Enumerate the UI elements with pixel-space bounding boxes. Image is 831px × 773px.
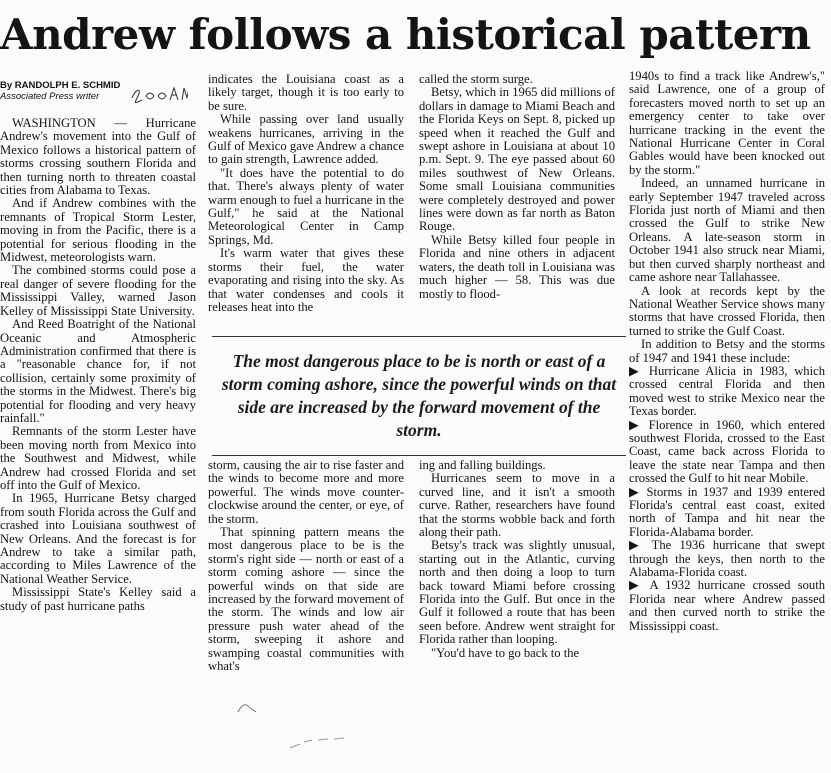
paragraph: "You'd have to go back to the: [431, 645, 580, 660]
paragraph: A look at records kept by the National Weather Service shows many storms that have crossed Florida, then turned to strike the Gulf Coast.: [629, 283, 825, 338]
paragraph: Indeed, an unnamed hurricane in early September 1947 traveled across Florida just north of Miami and then crossed the Gulf to strike New Orleans. A late-season storm in October 1941 also struck near Miami, but then curved sharply northeast and came ashore near Tallahassee.: [629, 176, 825, 285]
scan-mark: [236, 700, 260, 714]
paragraph: WASHINGTON — Hurricane Andrew's movement into the Gulf of Mexico follows a historical pattern of storms crossing southern Florida and then turning north to threaten coastal cities from Alabama to Texas.: [0, 117, 196, 198]
list-item: ▶ A 1932 hurricane crossed south Florida near where Andrew passed and then curved north to strike the Mississippi coast.: [629, 578, 825, 633]
paragraph: That spinning pattern means the most dangerous place to be is the storm's right side — north or east of a storm coming ashore — since the powerful winds on that side are increased by the forward movement of the storm. The winds and low air pressure push water ahead of the storm, sweeping it ashore and swamping coastal communities with what's: [208, 525, 404, 674]
article-column-2-bottom: [208, 459, 404, 699]
paragraph: called the storm surge.: [419, 73, 533, 86]
pull-quote-text: The most dangerous place to be is north or east of a storm coming ashore, since the powerful winds on that side are increased by the forward movement of the storm.: [221, 351, 617, 440]
paragraph: Betsy's track was slightly unusual, starting out in the Atlantic, curving north and then doing a loop to turn back toward Miami before crossing Florida into the Gulf. But once in the Gulf it followed a route that has been seen before. Andrew went straight for Florida rather than looping.: [419, 538, 615, 647]
byline-author: By RANDOLPH E. SCHMID: [0, 80, 121, 91]
list-item: ▶ Florence in 1960, which entered southwest Florida, crossed to the East Coast, came back across Florida to leave the state near Tampa and then crossed the Gulf to hit near Mobile.: [629, 417, 825, 486]
article-column-1: [0, 117, 196, 699]
paragraph: Mississippi State's Kelley said a study of past hurricane paths: [0, 585, 196, 613]
handwritten-signature: [128, 84, 188, 106]
headline: Andrew follows a historical pattern: [0, 10, 811, 59]
paragraph: Hurricanes seem to move in a curved line, and it isn't a smooth curve. Rather, researchers have found that the storms wobble back and forth along their path.: [419, 471, 615, 540]
paragraph: The combined storms could pose a real danger of severe flooding for the Mississippi Valley, warned Jason Kelley of Mississippi State University.: [0, 263, 196, 318]
paragraph: storm, causing the air to rise faster and the winds to become more and more powerful. The winds move counter-clockwise around the center, or eye, of the storm.: [208, 459, 404, 526]
paragraph: "It does have the potential to do that. There's always plenty of water warm enough to fuel a hurricane in the Gulf," he said at the National Meteorological Center in Camp Springs, Md.: [208, 165, 404, 247]
paragraph: 1940s to find a track like Andrew's," said Lawrence, one of a group of forecasters moved north to set up an emergency center to take over hurricane tracking in the event the National Hurricane Center in Coral Gables would have been knocked out by the storm.": [629, 70, 825, 177]
article-column-3-top: [419, 73, 615, 325]
article-column-3-bottom: [419, 459, 615, 699]
paragraph: While passing over land usually weakens hurricanes, arriving in the Gulf of Mexico gave Andrew a chance to gain strength, Lawrence added.: [208, 112, 404, 167]
paragraph: Betsy, which in 1965 did millions of dollars in damage to Miami Beach and the Florida Keys on Sept. 8, picked up speed when it reached the Gulf and swept ashore in Louisiana at about 10 p.m. Sept. 9. The eye passed about 60 miles southwest of New Orleans. Some small Louisiana communities were completely destroyed and power lines were down as far north as Baton Rouge.: [419, 85, 615, 234]
article-column-4: [629, 70, 825, 710]
pull-quote: [212, 336, 626, 456]
paragraph: And if Andrew combines with the remnants of Tropical Storm Lester, moving in from the Pacific, there is a potential for serious flooding in the Midwest, meteorologists warn.: [0, 196, 196, 265]
paragraph: In addition to Betsy and the storms of 1947 and 1941 these include:: [629, 337, 825, 365]
list-item: ▶ Storms in 1937 and 1939 entered Florida's central east coast, exited north of Tampa and hit near the Florida-Alabama border.: [629, 484, 825, 539]
paragraph: In 1965, Hurricane Betsy charged from south Florida across the Gulf and crashed into Louisiana southwest of New Orleans. And the forecast is for Andrew to take a similar path, according to Miles Lawrence of the National Weather Service.: [0, 491, 196, 586]
article-column-2-top: [208, 73, 404, 325]
byline-affiliation: Associated Press writer: [0, 91, 100, 102]
scan-mark: [288, 736, 348, 750]
list-item: ▶ Hurricane Alicia in 1983, which crossed central Florida and then moved west to strike Mexico near the Texas border.: [629, 363, 825, 419]
paragraph: While Betsy killed four people in Florida and nine others in adjacent waters, the death toll in Louisiana was much higher — 58. This was due mostly to flood-: [419, 232, 615, 301]
paragraph: ing and falling buildings.: [419, 459, 546, 472]
paragraph: It's warm water that gives these storms their fuel, the water evaporating and rising into the sky. As that water condenses and cools it releases heat into the: [208, 246, 404, 314]
list-item: ▶ The 1936 hurricane that swept through the keys, then north to the Alabama-Florida coast.: [629, 538, 825, 580]
paragraph: indicates the Louisiana coast as a likely target, though it is too early to be sure.: [208, 73, 404, 113]
paragraph: Remnants of the storm Lester have been moving north from Mexico into the Southwest and Midwest, while Andrew had crossed Florida and set off into the Gulf of Mexico.: [0, 424, 196, 492]
paragraph: And Reed Boatright of the National Oceanic and Atmospheric Administration confirmed that there is a "reasonable chance for, if not collision, certainly some proximity of the storms in the Midwest. There's big potential for flooding and very heavy rainfall.": [0, 317, 196, 425]
